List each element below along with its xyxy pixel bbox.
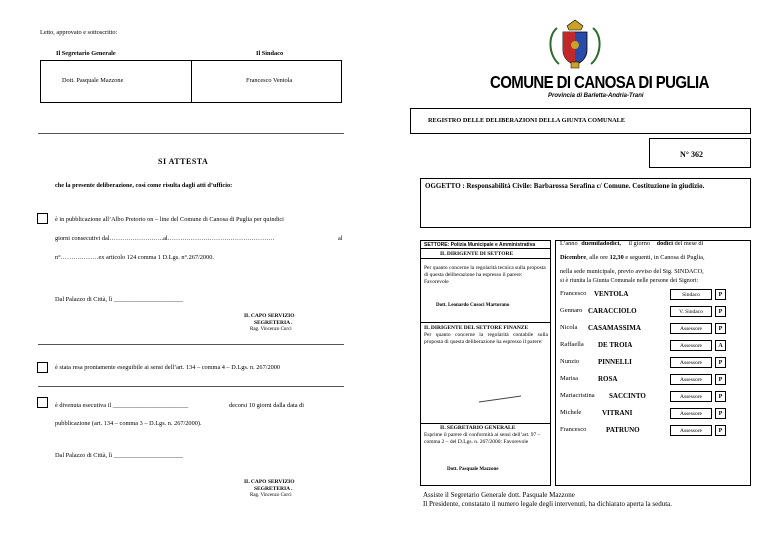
session-text: e seguenti, in Canosa di Puglia, [625,254,705,261]
oggetto-text: OGGETTO : Responsabilità Civile: Barbarossa Serafina c/ Comune. Costituzione in giudizio. [425,182,705,190]
member-role: Assessore [670,340,712,351]
finance-signature [478,390,522,398]
city-name: COMUNE DI CANOSA DI PUGLIA [490,73,709,93]
session-month: Dicembre [560,254,587,261]
rule [420,322,551,323]
member-first-name: Francesco [560,290,587,297]
member-first-name: Francesco [560,426,587,433]
member-status: P [715,425,726,436]
publication-line1: è in pubblicazione all’Albo Pretorio on – line del Comune di Canosa di Puglia per quindici [55,216,284,223]
footer-line1: Assiste il Segretario Generale dott. Pasquale Mazzone [423,491,575,499]
member-status: P [715,306,726,317]
secretary-name: Dott. Pasquale Mazzone [62,77,124,84]
member-last-name: CASAMASSIMA [588,324,641,332]
member-row [558,290,728,301]
session-line1 [560,240,703,247]
attest-subtitle: che la presente deliberazione, così come risulta dagli atti d’ufficio: [55,182,233,189]
finance-text: Per quanto concerne la regolarità contabile sulla proposta di questa deliberazione ha espresso il parere: [424,332,548,345]
publication-line2: giorni consecutivi dal……………………..al…………………………………………… [55,235,275,242]
capo-name: Rag. Vincenzo Curci [250,493,292,498]
member-status: P [715,391,726,402]
member-first-name: Marisa [560,375,579,382]
session-text: , alle ore [586,254,608,261]
publication-checkbox[interactable] [37,213,48,224]
member-first-name: Raffaella [560,341,584,348]
register-title: REGISTRO DELLE DELIBERAZIONI DELLA GIUNTA COMUNALE [428,117,626,124]
member-role: Assessore [670,357,712,368]
member-row [558,324,728,335]
member-status: P [715,357,726,368]
session-day: dodici [656,240,674,247]
member-role: V. Sindaco [670,306,712,317]
member-role: Assessore [670,323,712,334]
member-first-name: Mariacristina [560,392,595,399]
footer-line2: Il Presidente, constatato il numero legale degli intervenuti, ha dichiarato aperta la seduta. [423,500,672,508]
member-last-name: PATRUNO [606,426,640,434]
approval-intro: Letto, approvato e sottoscritto: [40,29,118,36]
member-row [558,426,728,437]
member-role: Sindaco [670,289,712,300]
session-text: del mese di [674,240,704,247]
member-first-name: Gennaro [560,307,583,314]
session-line3: nella sede municipale, previo avviso del Sig. SINDACO, [560,268,704,275]
rule [420,248,551,249]
rule [420,258,551,259]
member-row [558,375,728,386]
member-role: Assessore [670,374,712,385]
member-status: P [715,289,726,300]
member-row [558,392,728,403]
coat-of-arms [545,18,605,70]
divider [38,133,344,134]
capo-title2: SEGRETERIA . [254,486,293,492]
member-status: P [715,323,726,334]
members-list [558,290,748,440]
capo-title: IL CAPO SERVIZIO [244,479,295,485]
member-row [558,307,728,318]
member-role: Assessore [670,408,712,419]
publication-line3: n°………………ex articolo 124 comma 1 D.Lgs. n°.267/2000. [55,254,214,261]
dirigente-title: IL DIRIGENTE DI SETTORE [440,251,514,257]
member-role: Assessore [670,425,712,436]
session-text: il giorno [628,240,650,247]
mayor-name: Francesco Ventola [246,77,293,84]
divider [38,386,344,387]
segretario-title: IL SEGRETARIO GENERALE [440,425,516,431]
segretario-text: Esprime il parere di conformità ai sensi dell’art. 97 – comma 2 – del D.Lgs. n. 267/2000: Favorevole [424,432,541,445]
member-last-name: DE TROIA [598,341,633,349]
publication-line2-end: al [338,235,343,242]
member-row [558,409,728,420]
member-status: P [715,408,726,419]
capo-title2: SEGRETERIA . [254,320,293,326]
member-row [558,358,728,369]
executive-line2: pubblicazione (art. 134 – comma 3 – D.Lgs. n. 267/2000). [55,420,202,427]
divider [38,344,344,345]
immediate-text: è stata resa prontamente eseguibile ai sensi dell’art. 134 – comma 4 – D.Lgs. n. 267/2000 [55,364,281,371]
deliberation-number: N° 362 [680,150,703,159]
session-text: L’anno [560,240,578,247]
attest-title: SI ATTESTA [158,157,209,166]
session-time: 12,30 [609,254,624,261]
dirigente-name: Dott. Leonardo Cusoci Martorano [436,303,510,308]
capo-title: IL CAPO SERVIZIO [244,313,295,319]
session-year: duemiladodici, [581,240,621,247]
date-line: Dal Palazzo di Città, lì ______________________ [55,296,184,303]
member-row [558,341,728,352]
session-line2 [560,254,705,261]
executive-checkbox[interactable] [37,397,48,408]
mayor-title: Il Sindaco [256,50,284,57]
member-first-name: Nicola [560,324,578,331]
session-line4: si è riunita la Giunta Comunale nelle persone dei Signori: [560,278,699,284]
dirigente-text: Per quanto concerne la regolarità tecnica sulla proposta di questa deliberazione ha espresso il parere: Favorevole [424,265,546,285]
member-first-name: Michele [560,409,582,416]
member-last-name: SACCINTO [609,392,646,400]
member-status: P [715,374,726,385]
secretary-title: Il Segretario Generale [56,50,116,57]
member-last-name: VITRANI [602,409,633,417]
member-last-name: PINNELLI [598,358,632,366]
member-last-name: VENTOLA [594,290,629,298]
member-last-name: ROSA [598,375,618,383]
member-role: Assessore [670,391,712,402]
finance-title: IL DIRIGENTE DEL SETTORE FINANZE [424,325,529,331]
immediate-checkbox[interactable] [37,362,48,373]
member-last-name: CARACCIOLO [588,307,637,315]
rule [420,423,551,424]
executive-text: è divenuta esecutiva il ________________________ [55,402,189,409]
member-first-name: Nunzio [560,358,580,365]
province-name: Provincia di Barletta-Andria-Trani [548,93,644,99]
sector-label: SETTORE: Polizia Municipale e Amministrativa [424,242,536,248]
capo-name: Rag. Vincenzo Curci [250,327,292,332]
segretario-name: Dott. Pasquale Mazzone [447,467,499,472]
executive-text-end: decorsi 10 giorni dalla data di [229,402,305,409]
date-line-2: Dal Palazzo di Città, lì ______________________ [55,452,184,459]
member-status: A [715,340,726,351]
